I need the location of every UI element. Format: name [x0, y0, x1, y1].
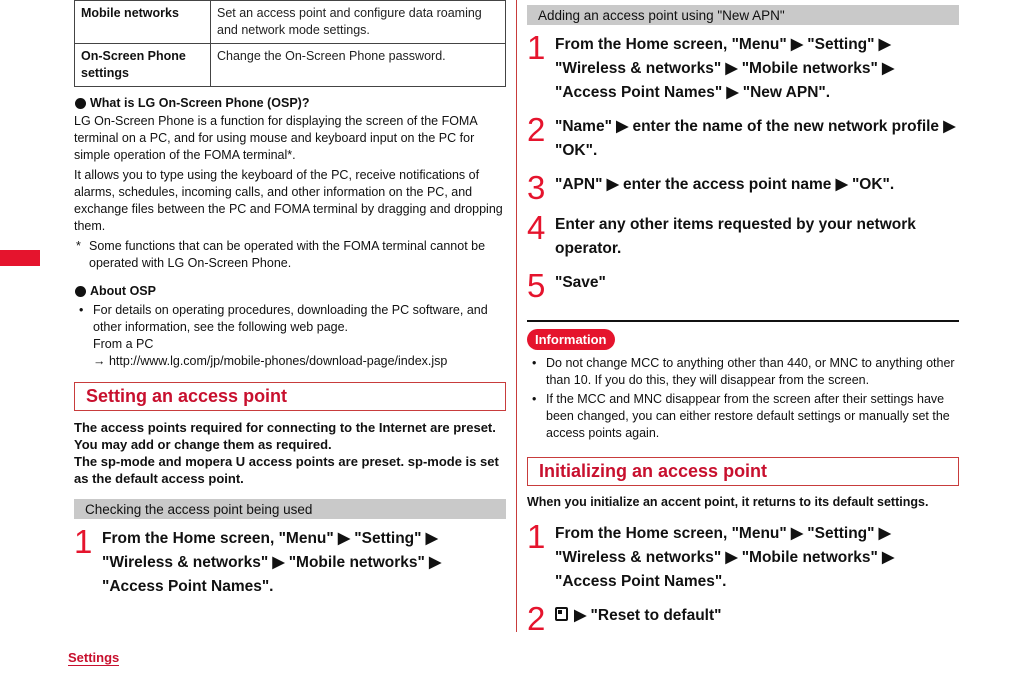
step-text-wrap	[555, 604, 722, 628]
step-number: 1	[74, 523, 93, 560]
checking-step-1	[74, 523, 506, 599]
new-apn-step-5	[527, 267, 959, 304]
setting-intro-1: The access points required for connecting to the Internet are preset. You may add or change them as required.	[74, 420, 496, 452]
step-text: ▶ "Reset to default"	[570, 607, 722, 624]
section-heading-init: Initializing an access point	[527, 457, 959, 486]
settings-table	[74, 0, 506, 87]
osp-paragraph-1: LG On-Screen Phone is a function for displaying the screen of the FOMA terminal on a PC, and for using mouse and keyboard input on the PC for simple operation of the FOMA terminal*.	[74, 114, 477, 162]
column-divider	[516, 0, 517, 632]
step-number: 2	[527, 600, 546, 637]
new-apn-step-2	[527, 111, 959, 163]
init-step-2	[527, 600, 959, 637]
step-number: 4	[527, 209, 546, 246]
about-title	[74, 283, 506, 299]
chapter-tab-marker	[0, 250, 40, 266]
table-row	[75, 1, 506, 44]
about-url[interactable]: → http://www.lg.com/jp/mobile-phones/download-page/index.jsp	[93, 354, 448, 368]
osp-title	[74, 95, 506, 111]
osp-note	[74, 238, 506, 272]
info-bullet	[527, 355, 959, 389]
step-text: "Name" ▶ enter the name of the new network profile ▶ "OK".	[555, 118, 956, 159]
info-bullet-text: Do not change MCC to anything other than 440, or MNC to anything other than 10. If you do this, they will disappear from the screen.	[546, 356, 955, 387]
table-key: Mobile networks	[75, 1, 211, 44]
step-text: "APN" ▶ enter the access point name ▶ "OK".	[555, 176, 895, 193]
init-step-1	[527, 518, 959, 594]
menu-key-icon	[555, 607, 568, 621]
new-apn-step-1	[527, 29, 959, 105]
footer-section-label: Settings	[68, 650, 120, 665]
step-text: From the Home screen, "Menu" ▶ "Setting" ▶ "Wireless & networks" ▶ "Mobile networks" ▶ "Access Point Names" ▶ "New APN".	[555, 36, 895, 101]
step-number: 1	[527, 29, 546, 66]
step-number: 5	[527, 267, 546, 304]
table-value: Set an access point and configure data roaming and network mode settings.	[211, 1, 506, 44]
osp-title-text: What is LG On-Screen Phone (OSP)?	[90, 96, 310, 110]
step-number: 2	[527, 111, 546, 148]
note-mark: *	[76, 239, 81, 253]
bullet-mark: •	[532, 392, 537, 406]
bullet-dot-icon	[75, 286, 86, 297]
step-text: From the Home screen, "Menu" ▶ "Setting" ▶ "Wireless & networks" ▶ "Mobile networks" ▶ "Access Point Names".	[555, 525, 895, 590]
about-bullet	[74, 302, 506, 370]
table-row	[75, 44, 506, 87]
step-number: 3	[527, 169, 546, 206]
about-bullet-text: For details on operating procedures, downloading the PC software, and other information, see the following web page.	[93, 303, 488, 334]
information-badge: Information	[527, 329, 615, 350]
table-value: Change the On-Screen Phone password.	[211, 44, 506, 87]
step-text: Enter any other items requested by your network operator.	[555, 216, 916, 257]
right-column	[527, 5, 959, 637]
about-title-text: About OSP	[90, 284, 156, 298]
step-text: "Save"	[555, 274, 606, 291]
init-intro: When you initialize an accent point, it returns to its default settings.	[527, 495, 929, 509]
osp-note-text: Some functions that can be operated with the FOMA terminal cannot be operated with LG On-Screen Phone.	[89, 239, 486, 270]
table-key: On-Screen Phone settings	[75, 44, 211, 87]
osp-paragraph-2: It allows you to type using the keyboard of the PC, receive notifications of alarms, schedules, incoming calls, and other information on the PC, and exchange files between the PC and FOMA terminal by dragging and dropping them.	[74, 168, 503, 233]
info-bullet	[527, 391, 959, 442]
subheading-new-apn: Adding an access point using "New APN"	[527, 5, 959, 25]
setting-intro-2: The sp-mode and mopera U access points are preset. sp-mode is set as the default access point.	[74, 454, 499, 486]
bullet-mark: •	[79, 303, 84, 317]
bullet-mark: •	[532, 356, 537, 370]
new-apn-step-4	[527, 209, 959, 261]
step-text: From the Home screen, "Menu" ▶ "Setting" ▶ "Wireless & networks" ▶ "Mobile networks" ▶ "Access Point Names".	[102, 530, 442, 595]
subheading-checking: Checking the access point being used	[74, 499, 506, 519]
left-column	[74, 0, 506, 599]
info-bullet-text: If the MCC and MNC disappear from the screen after their settings have been changed, you can either restore default settings or manually set the access points again.	[546, 392, 950, 440]
bullet-dot-icon	[75, 98, 86, 109]
step-number: 1	[527, 518, 546, 555]
about-from: From a PC	[93, 337, 154, 351]
new-apn-step-3	[527, 169, 959, 206]
section-heading-setting: Setting an access point	[74, 382, 506, 411]
